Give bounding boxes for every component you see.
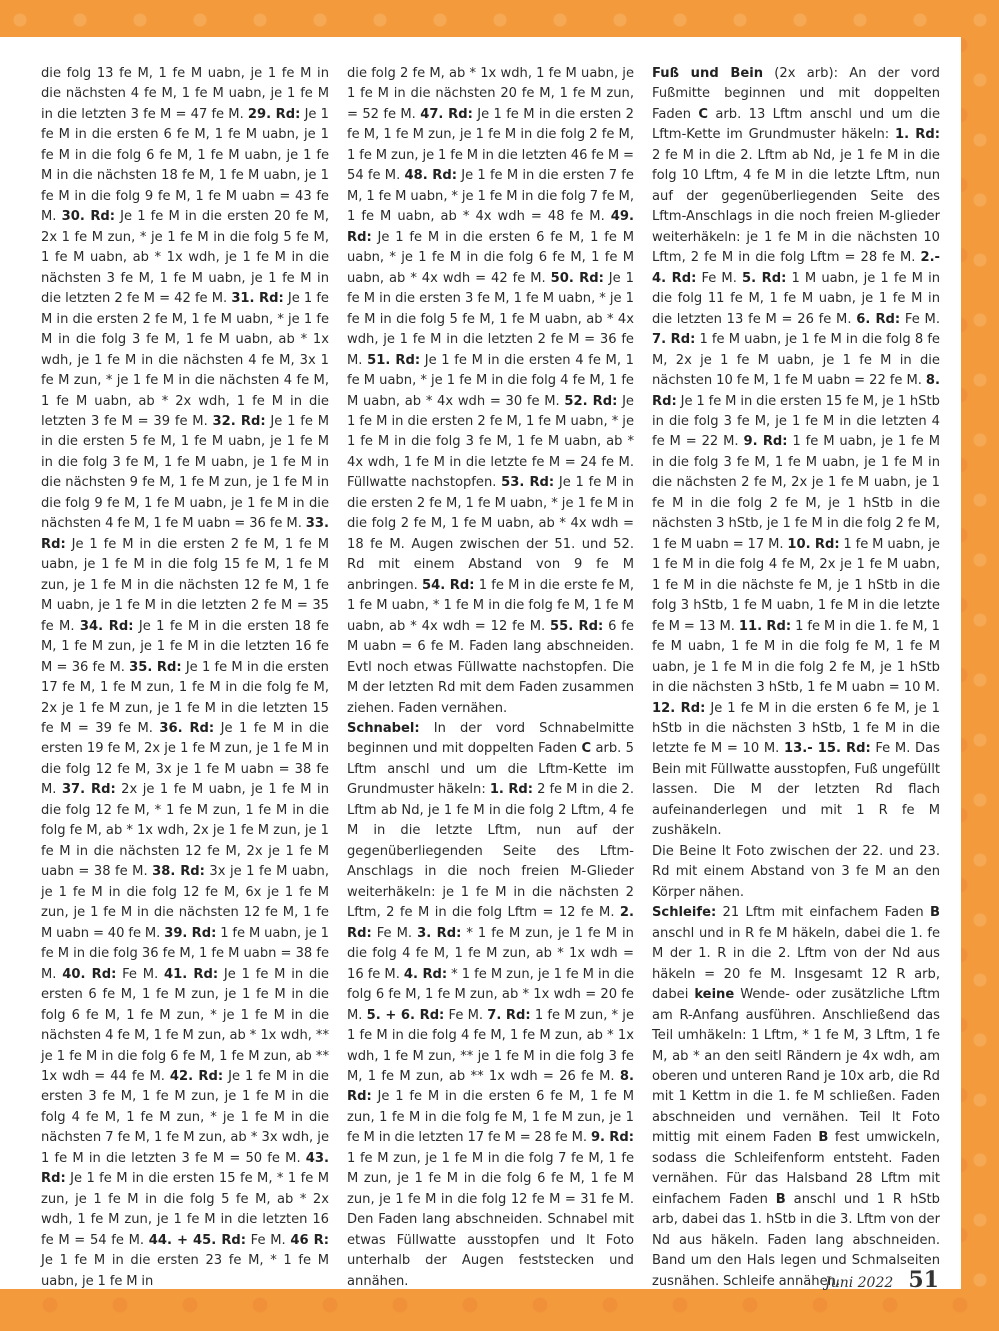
text-run: Je 1 fe M in die ersten 6 fe M, 1 fe M zun, je 1 fe M in die folg 6 fe M, 1 fe M zun, * je 1 fe M in die nächsten 4 fe M, 1 fe M zun, ab * 1x wdh, ** je 1 fe M in die folg 6 fe M, 1 fe M zun, ab ** 1x wdh = 44 fe M. (41, 966, 329, 1084)
bold-label: 32. Rd: (212, 413, 266, 429)
text-run: 1 M uabn, je 1 fe M in die folg 11 fe M, 1 fe M uabn, je 1 fe M in die letzten 13 fe M = 26 fe M. (652, 270, 941, 327)
bold-label: 7. Rd: (652, 332, 696, 348)
bold-label: 29. Rd: (247, 106, 301, 122)
bold-label: 50. Rd: (550, 270, 604, 286)
text-run: Je 1 fe M in die ersten 6 fe M, 1 fe M zun, 1 fe M in die folg fe M, 1 fe M zun, je 1 fe M in die letzten 17 fe M = 28 fe M. (347, 1089, 634, 1146)
text-run: Je 1 fe M in die ersten 2 fe M, 1 fe M uabn, * je 1 fe M in die folg 3 fe M, 1 fe M uabn, ab * 1x wdh, je 1 fe M in die nächsten 4 fe M, 3x 1 fe M zun, * je 1 fe M in die nächsten 4 fe M, 1 fe M uabn, ab * 2x wdh, 1 fe M in die letzten 3 fe M = 39 fe M. (41, 291, 329, 429)
bold-label: 54. Rd: (422, 577, 475, 593)
text-run: Je 1 fe M in die ersten 6 fe M, 1 fe M uabn, * je 1 fe M in die folg 6 fe M, 1 fe M uabn, ab * 4x wdh = 42 fe M. (347, 229, 634, 286)
bold-label: 5. + 6. Rd: (366, 1007, 445, 1023)
text-run: anschl und 1 R hStb arb, dabei das 1. hStb in die 3. Lftm von der Nd aus häkeln. Faden lang abschneiden. Band um den Hals legen und Schmalseiten zusnähen. Schleife annähen. (652, 1191, 940, 1289)
text-run: 1 fe M uabn, je 1 fe M in die folg 3 fe M, 1 fe M uabn, je 1 fe M in die nächsten 2 fe M, 2x je 1 fe M uabn, je 1 fe M in die folg 2 fe M, je 1 hStb in die nächsten 3 hStb, je 1 fe M in die folg 2 fe M, 1 fe M uabn = 17 M. (652, 434, 940, 552)
bold-label: keine (694, 987, 735, 1003)
text-run: Fe M. (371, 925, 418, 941)
text-run: Je 1 fe M in die ersten 7 fe M, 1 fe M uabn, * je 1 fe M in die folg 7 fe M, 1 fe M uabn, ab * 4x wdh = 48 fe M. (347, 168, 634, 225)
bold-label: 12. Rd: (652, 700, 706, 716)
text-run: 1 fe M in die 1. fe M, 1 fe M uabn, 1 fe M in die folg fe M, 1 fe M uabn, je 1 fe M in die folg 2 fe M, je 1 hStb in die nächsten 3 hStb, 1 fe M uabn = 10 M. (652, 618, 940, 696)
text-run: 2 fe M in die 2. Lftm ab Nd, je 1 fe M in die folg 10 Lftm, 4 fe M in die letzte Lftm, nun auf der gegenüberliegenden Seite des Lftm-Anschlags in die noch freien M-glieder weiterhäkeln: je 1 fe M in die nächsten 10 Lftm, 2 fe M in die folg Lftm = 28 fe M. (652, 147, 940, 266)
text-run: 21 Lftm mit einfachem Faden (716, 905, 931, 921)
bold-label: 53. Rd: (501, 475, 555, 491)
bold-label: 2. Rd: (347, 905, 634, 941)
text-run: 1 fe M zun, je 1 fe M in die folg 7 fe M, 1 fe M zun, je 1 fe M in die folg 6 fe M, 1 fe M zun, je 1 fe M in die folg 12 fe M = 31 fe M. Den Faden lang abschneiden. Schnabel mit etwas Füllwatte ausstopfen und lt Foto unterhalb der Augen feststecken und annähen. (347, 1150, 634, 1289)
text-run: 1 fe M zun, * je 1 fe M in die folg 4 fe M, 1 fe M zun, ab * 1x wdh, 1 fe M zun, ** je 1 fe M in die folg 3 fe M, 1 fe M zun, ab ** 1x wdh = 26 fe M. (347, 1007, 634, 1084)
bold-label: Schnabel: (347, 721, 420, 736)
bold-label: 43. Rd: (41, 1150, 329, 1187)
bold-label: 7. Rd: (487, 1007, 531, 1023)
bold-label: 30. Rd: (61, 209, 116, 225)
bold-label: C (581, 741, 592, 757)
text-run: Fe M. Das Bein mit Füllwatte ausstopfen, Fuß ungefüllt lassen. Die M der letzten Rd flach aufeinanderlegen und mit 1 R fe M zushäkeln. (652, 741, 940, 839)
bold-label: 4. Rd: (403, 966, 448, 982)
bold-label: 42. Rd: (169, 1068, 224, 1084)
bold-label: 10. Rd: (787, 536, 840, 552)
text-column-2 (347, 64, 634, 1292)
bold-label: 48. Rd: (404, 168, 457, 184)
text-run: anschl und in R fe M häkeln, dabei die 1. fe M der 1. R in die 2. Lftm von der Nd aus häkeln = 20 fe M. Insgesamt 12 R arb, dabei (652, 925, 940, 1003)
text-run: Je 1 fe M in die ersten 6 fe M, je 1 hStb in die nächsten 3 hStb, 1 fe M in die letzte fe M = 10 M. (652, 700, 940, 757)
issue-date: Juni 2022 (825, 1275, 894, 1291)
text-run: Fe M. (900, 311, 940, 327)
paragraph (652, 64, 940, 842)
paragraph (347, 719, 634, 1292)
bold-label: 46 R: (290, 1232, 329, 1248)
text-run: Je 1 fe M in die ersten 18 fe M, 1 fe M zun, je 1 fe M in die letzten 16 fe M = 36 fe M. (41, 618, 329, 675)
bold-label: 41. Rd: (164, 966, 219, 982)
text-run: Je 1 fe M in die ersten 2 fe M, 1 fe M uabn, je 1 fe M in die folg 15 fe M, 1 fe M zun, je 1 fe M in die nächsten 12 fe M, 1 fe M uabn, je 1 fe M in die letzten 2 fe M = 35 fe M. (41, 536, 329, 634)
text-run: 6 fe M uabn = 6 fe M. Faden lang abschneiden. Evtl noch etwas Füllwatte nachstopfen. Die M der letzten Rd mit dem Faden zusammen ziehen. Faden vernähen. (347, 618, 634, 716)
text-run: Je 1 fe M in die ersten 15 fe M, * 1 fe M zun, je 1 fe M in die folg 5 fe M, ab * 2x wdh, 1 fe M zun, je 1 fe M in die letzten 16 fe M = 54 fe M. (41, 1171, 329, 1248)
text-run: Je 1 fe M in die ersten 19 fe M, 2x je 1 fe M zun, je 1 fe M in die folg 12 fe M, 3x je 1 fe M uabn = 38 fe M. (41, 721, 329, 798)
text-run: Fe M. (246, 1232, 291, 1248)
text-run: arb. 5 Lftm anschl und um die Lftm-Kette im Grundmuster häkeln: (347, 741, 634, 798)
bold-label: 39. Rd: (164, 925, 217, 941)
text-run: (2x arb): An der vord Fußmitte beginnen und mit doppelten Faden (652, 66, 940, 122)
bold-label: B (775, 1191, 786, 1207)
text-run: Je 1 fe M in die ersten 15 fe M, je 1 hStb in die folg 3 fe M, je 1 fe M in die letzten 4 fe M = 22 M. (652, 393, 940, 450)
paragraph (347, 64, 634, 719)
text-run: * 1 fe M zun, je 1 fe M in die folg 6 fe M, 1 fe M zun, ab * 1x wdh = 20 fe M. (347, 966, 634, 1023)
bold-label: 11. Rd: (738, 618, 792, 634)
text-column-3 (652, 64, 940, 1292)
bold-label: B (818, 1130, 829, 1146)
bold-label: 38. Rd: (152, 864, 205, 880)
bold-label: 5. Rd: (742, 270, 787, 286)
bold-label: 33. Rd: (41, 516, 329, 552)
text-run: die folg 2 fe M, ab * 1x wdh, 1 fe M uabn, je 1 fe M in die nächsten 20 fe M, 1 fe M zun, = 52 fe M. (347, 66, 634, 122)
text-run: 1 fe M in die erste fe M, 1 fe M uabn, * 1 fe M in die folg fe M, 1 fe M uabn, ab * 4x wdh = 12 fe M. (347, 577, 634, 634)
text-run: 1 fe M uabn, je 1 fe M in die folg 8 fe M, 2x je 1 fe M uabn, je 1 fe M in die nächsten 10 fe M, 1 fe M uabn = 22 fe M. (652, 332, 940, 389)
bold-label: 35. Rd: (129, 659, 182, 675)
bold-label: 8. Rd: (652, 373, 940, 409)
bold-label: 51. Rd: (367, 352, 421, 368)
text-run: Je 1 fe M in die ersten 20 fe M, 2x 1 fe M zun, * je 1 fe M in die folg 5 fe M, 1 fe M uabn, ab * 1x wdh, je 1 fe M in die nächsten 3 fe M, 1 fe M uabn, je 1 fe M in die letzten 2 fe M = 42 fe M. (41, 209, 329, 307)
text-run: Fe M. (696, 270, 743, 286)
bold-label: 9. Rd: (743, 434, 788, 450)
text-run: Wende- oder zusätzliche Lftm am R-Anfang ausführen. Anschließend das Teil umhäkeln: 1 Lftm, * 1 fe M, 3 Lftm, 1 fe M, ab * an den seitl Rändern je 4x wdh, am oberen und unteren Rand je 10x arb, die Rd mit 1 Kettm in die 1. fe M schließen. Faden abschneiden und vernähen. Teil lt Foto mittig mit einem Faden (652, 987, 940, 1146)
text-run: Fe M. (444, 1007, 488, 1023)
bold-label: 44. + 45. Rd: (148, 1232, 247, 1248)
bold-label: 52. Rd: (564, 393, 618, 409)
bold-label: 55. Rd: (550, 618, 604, 634)
text-run: * 1 fe M zun, je 1 fe M in die folg 4 fe M, 1 fe M zun, ab * 1x wdh = 16 fe M. (347, 925, 634, 982)
bold-label: 9. Rd: (590, 1130, 634, 1146)
text-run: Je 1 fe M in die ersten 2 fe M, 1 fe M uabn, * je 1 fe M in die folg 2 fe M, 1 fe M uabn, ab * 4x wdh = 18 fe M. Augen zwischen der 51. und 52. Rd mit einem Abstand von 9 fe M anbringen. (347, 475, 634, 593)
bold-label: 37. Rd: (61, 782, 116, 798)
bold-label: 8. Rd: (347, 1068, 634, 1105)
bold-label: 3. Rd: (417, 925, 462, 941)
page-number: 51 (908, 1267, 939, 1293)
bold-label: C (698, 106, 709, 122)
bold-label: 6. Rd: (856, 311, 901, 327)
bold-label: 34. Rd: (79, 618, 134, 634)
bold-label: 49. Rd: (347, 209, 634, 245)
bold-label: 1. Rd: (489, 782, 534, 798)
text-run: arb. 13 Lftm anschl und um die Lftm-Kette im Grundmuster häkeln: (652, 106, 940, 143)
paragraph (41, 64, 329, 1292)
paragraph (652, 842, 940, 903)
text-run: Fe M. (116, 966, 165, 982)
bold-label: 1. Rd: (895, 127, 940, 143)
text-run: Je 1 fe M in die ersten 5 fe M, 1 fe M uabn, je 1 fe M in die folg 3 fe M, 1 fe M uabn, je 1 fe M in die nächsten 9 fe M, 1 fe M zun, je 1 fe M in die folg 9 fe M, 1 fe M uabn, je 1 fe M in die nächsten 4 fe M, 1 fe M uabn = 36 fe M. (41, 413, 329, 532)
text-run: Je 1 fe M in die ersten 4 fe M, 1 fe M uabn, * je 1 fe M in die folg 4 fe M, 1 fe M uabn, ab * 4x wdh = 30 fe M. (347, 352, 635, 409)
text-run: Je 1 fe M in die ersten 3 fe M, 1 fe M zun, je 1 fe M in die folg 4 fe M, 1 fe M zun, * je 1 fe M in die nächsten 7 fe M, 1 fe M zun, ab * 3x wdh, je 1 fe M in die letzten 3 fe M = 50 fe M. (41, 1068, 329, 1166)
text-run: Je 1 fe M in die ersten 17 fe M, 1 fe M zun, 1 fe M in die folg fe M, 2x je 1 fe M zun, je 1 fe M in die letzten 15 fe M = 39 fe M. (41, 659, 329, 736)
text-run: fest umwickeln, sodass die Schleifenform entsteht. Faden vernähen. Für das Halsband 28 Lftm mit einfachem Faden (652, 1130, 940, 1207)
text-run: die folg 13 fe M, 1 fe M uabn, je 1 fe M in die nächsten 4 fe M, 1 fe M uabn, je 1 fe M in die letzten 3 fe M = 47 fe M. (41, 66, 329, 122)
text-run: Je 1 fe M in die ersten 2 fe M, 1 fe M zun, je 1 fe M in die folg 2 fe M, 1 fe M zun, je 1 fe M in die letzten 46 fe M = 54 fe M. (347, 106, 634, 184)
text-run: Je 1 fe M in die ersten 23 fe M, * 1 fe M uabn, je 1 fe M in (41, 1253, 329, 1289)
bold-label: Fuß und Bein (652, 66, 764, 81)
text-run: In der vord Schnabelmitte beginnen und mit doppelten Faden (347, 721, 634, 757)
text-run: Je 1 fe M in die ersten 6 fe M, 1 fe M uabn, je 1 fe M in die folg 6 fe M, 1 fe M uabn, je 1 fe M in die nächsten 18 fe M, 1 fe M uabn, je 1 fe M in die folg 9 fe M, 1 fe M uabn = 43 fe M. (41, 106, 329, 225)
bold-label: 40. Rd: (62, 966, 117, 982)
text-run: Je 1 fe M in die ersten 3 fe M, 1 fe M uabn, * je 1 fe M in die folg 5 fe M, 1 fe M uabn, ab * 4x wdh, je 1 fe M in die letzten 2 fe M = 36 fe M. (347, 270, 634, 368)
bold-label: 47. Rd: (420, 106, 473, 122)
text-column-1 (41, 64, 329, 1292)
text-run: Je 1 fe M in die ersten 2 fe M, 1 fe M uabn, * je 1 fe M in die folg 3 fe M, 1 fe M uabn, ab * 4x wdh, 1 fe M in die letzte fe M = 24 fe M. Füllwatte nachstopfen. (347, 393, 634, 491)
bold-label: 36. Rd: (159, 721, 215, 736)
bold-label: 2.- 4. Rd: (652, 250, 940, 286)
text-run: 3x je 1 fe M uabn, je 1 fe M in die folg 12 fe M, 6x je 1 fe M zun, je 1 fe M in die nächsten 12 fe M, 1 fe M uabn = 40 fe M. (41, 864, 329, 941)
text-run: 1 fe M uabn, je 1 fe M in die folg 36 fe M, 1 fe M uabn = 38 fe M. (41, 925, 329, 982)
text-run: Die Beine lt Foto zwischen der 22. und 23. Rd mit einem Abstand von 3 fe M an den Körper nähen. (652, 843, 940, 900)
paragraph (652, 903, 940, 1292)
bold-label: B (930, 905, 940, 921)
bold-label: 13.- 15. Rd: (784, 741, 871, 757)
magazine-page (0, 37, 961, 1293)
bold-label: Schleife: (652, 905, 717, 921)
bold-label: 31. Rd: (231, 291, 284, 307)
page-footer (825, 1267, 939, 1293)
text-run: 2x je 1 fe M uabn, je 1 fe M in die folg 12 fe M, * 1 fe M zun, 1 fe M in die folg fe M, ab * 1x wdh, 2x je 1 fe M zun, je 1 fe M in die nächsten 12 fe M, 2x je 1 fe M uabn = 38 fe M. (41, 782, 329, 880)
text-run: 1 fe M uabn, je 1 fe M in die folg 4 fe M, 2x je 1 fe M uabn, 1 fe M in die nächste fe M, je 1 hStb in die folg 3 hStb, 1 fe M uabn, 1 fe M in die letzte fe M = 13 M. (652, 536, 940, 634)
text-run: 2 fe M in die 2. Lftm ab Nd, je 1 fe M in die folg 2 Lftm, 4 fe M in die letzte Lftm, nun auf der gegenüberliegenden Seite des Lftm-Anschlags in die noch freien M-Glieder weiterhäkeln: je 1 fe M in die nächsten 2 Lftm, 2 fe M in die folg Lftm = 12 fe M. (347, 782, 634, 921)
